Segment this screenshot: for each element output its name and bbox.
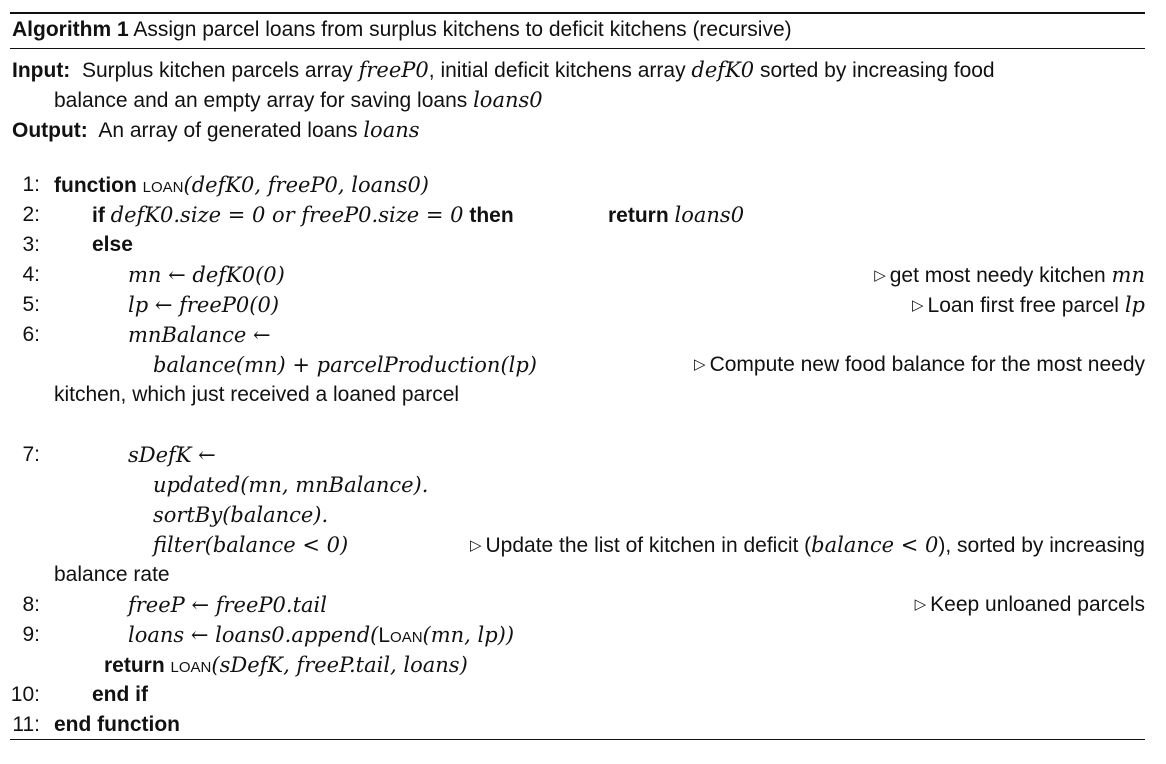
- input-line: [12, 56, 995, 85]
- code-line-11: [54, 711, 180, 739]
- line-number-8: 8:: [22, 593, 40, 616]
- line-9-code-a: loans ← loans0.append(: [128, 623, 379, 647]
- code-line-9-return: [104, 651, 468, 680]
- procedure-call: loan: [170, 654, 212, 677]
- line-5-comment: Loan first free parcel: [927, 294, 1119, 317]
- code-line-7c: [153, 501, 328, 530]
- comment-line-6: [694, 351, 1145, 379]
- code-line-7d: [153, 531, 348, 560]
- input-math-3: loans0: [473, 88, 543, 112]
- output-label: Output:: [12, 119, 88, 142]
- comment-triangle-icon: ▷: [694, 356, 706, 373]
- keyword-then: then: [469, 204, 514, 227]
- comment-triangle-icon: ▷: [874, 267, 886, 284]
- comment-line-7-cont: [54, 561, 170, 589]
- input-text-3: sorted by increasing food: [759, 59, 995, 82]
- input-line-cont: [54, 86, 543, 115]
- line-number-1: 1:: [22, 173, 40, 196]
- line-number-9: 9:: [22, 623, 40, 646]
- code-line-7b: [153, 471, 428, 500]
- line-number-6: 6:: [22, 323, 40, 346]
- keyword-function: function: [54, 174, 137, 197]
- line-number-10: 10:: [10, 683, 40, 706]
- line-7-code-b: updated(mn, mnBalance).: [153, 473, 429, 497]
- code-line-8: [128, 591, 327, 620]
- comment-triangle-icon: ▷: [912, 297, 924, 314]
- caption-rule: [10, 48, 1145, 49]
- line-9b-args: (sDefK, freeP.tail, loans): [211, 653, 468, 677]
- line-6-comment-a: Compute new food balance for the most needy: [709, 353, 1145, 376]
- code-line-5: [128, 291, 279, 320]
- procedure-name: loan: [142, 174, 184, 197]
- line-4-code: mn ← defK0(0): [128, 263, 285, 287]
- input-text-2: , initial deficit kitchens array: [428, 59, 686, 82]
- line-6-comment-b: kitchen, which just received a loaned parcel: [54, 383, 460, 406]
- comment-line-8: [915, 591, 1145, 619]
- line-number-7: 7:: [22, 443, 40, 466]
- line-9-code-b: (mn, lp)): [422, 623, 515, 647]
- code-line-6b: [153, 351, 537, 380]
- line-number-3: 3:: [22, 233, 40, 256]
- loan-constructor: Loan: [378, 624, 423, 647]
- keyword-end-function: end function: [54, 713, 180, 736]
- code-line-2-return: [608, 201, 744, 230]
- keyword-return: return: [608, 204, 669, 227]
- output-text-1: An array of generated loans: [98, 119, 358, 142]
- line-number-11: 11:: [12, 713, 40, 736]
- keyword-else: else: [92, 233, 133, 256]
- code-line-2: [92, 201, 514, 230]
- line-7-code-d: filter(balance < 0): [153, 533, 349, 557]
- code-line-4: [128, 261, 285, 290]
- input-text-4: balance and an empty array for saving loans: [54, 89, 468, 112]
- code-line-6: [128, 321, 271, 350]
- comment-triangle-icon: ▷: [469, 537, 482, 554]
- line-2-return-value: loans0: [674, 203, 745, 227]
- bottom-rule: [10, 739, 1145, 740]
- keyword-if: if: [92, 204, 105, 227]
- input-math-1: freeP0: [358, 58, 429, 82]
- comment-line-6-cont: [54, 381, 459, 409]
- line-7-comment-b: ), sorted by increasing: [938, 534, 1145, 557]
- code-line-10: [92, 681, 148, 709]
- line-8-comment: Keep unloaned parcels: [930, 593, 1145, 616]
- line-5-code: lp ← freeP0(0): [128, 293, 280, 317]
- line-number-2: 2:: [22, 203, 40, 226]
- code-line-3: [92, 231, 133, 259]
- line-8-code: freeP ← freeP0.tail: [128, 593, 327, 617]
- top-rule: [10, 12, 1145, 14]
- line-4-comment-math: mn: [1111, 263, 1145, 287]
- line-7-comment-math: balance < 0: [811, 533, 939, 557]
- line-6-code-b: balance(mn) + parcelProduction(lp): [153, 353, 537, 377]
- line-6-code-a: mnBalance ←: [128, 323, 271, 347]
- line-7-comment-a: Update the list of kitchen in deficit (: [485, 534, 812, 557]
- output-math-1: loans: [363, 118, 420, 142]
- line-7-code-c: sortBy(balance).: [153, 503, 329, 527]
- comment-line-7: [470, 531, 1145, 560]
- comment-line-4: [874, 261, 1145, 290]
- line-4-comment: get most needy kitchen: [889, 264, 1106, 287]
- output-line: [12, 116, 420, 145]
- algorithm-label: Algorithm 1: [12, 18, 129, 41]
- algorithm-caption: [12, 16, 792, 44]
- line-number-5: 5:: [22, 293, 40, 316]
- code-line-7: [128, 441, 216, 470]
- algorithm-title: Assign parcel loans from surplus kitchens to deficit kitchens (recursive): [133, 18, 792, 41]
- keyword-return-recursive: return: [104, 654, 165, 677]
- input-math-2: defK0: [691, 58, 755, 82]
- comment-triangle-icon: ▷: [914, 596, 927, 613]
- line-number-4: 4:: [22, 263, 40, 286]
- line-7-comment-c: balance rate: [54, 563, 170, 586]
- input-label: Input:: [12, 59, 71, 82]
- code-line-9: [128, 621, 514, 650]
- input-text-1: Surplus kitchen parcels array: [81, 59, 353, 82]
- keyword-end-if: end if: [92, 683, 148, 706]
- line-5-comment-math: lp: [1124, 293, 1145, 317]
- line-1-args: (defK0, freeP0, loans0): [183, 173, 429, 197]
- line-2-condition: defK0.size = 0 or freeP0.size = 0: [110, 203, 464, 227]
- code-line-1: [54, 171, 429, 200]
- comment-line-5: [912, 291, 1145, 320]
- line-7-code-a: sDefK ←: [128, 443, 216, 467]
